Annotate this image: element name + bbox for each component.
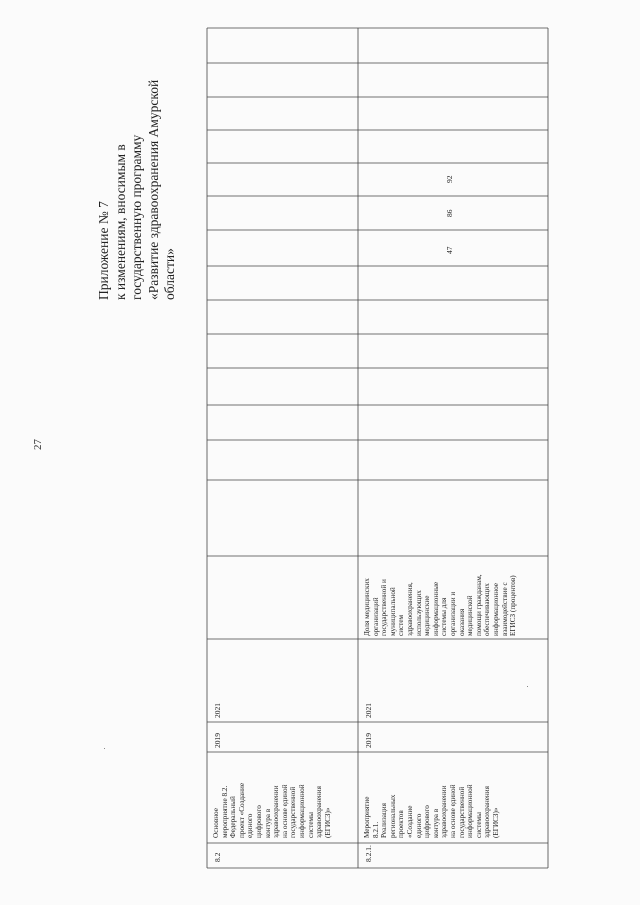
value-cell: 86 [445, 209, 454, 217]
cell-text-line: взаимодействие с [500, 582, 509, 636]
heading-line-5: области» [162, 248, 177, 300]
year-start-cell: 2019 [213, 733, 222, 748]
scan-speck [527, 686, 528, 687]
cell-text-line: обеспечивающих [483, 583, 492, 636]
cell-text-line: государственной [457, 786, 466, 838]
cell-text-line: информационной [466, 784, 475, 838]
year-end-cell: 2021 [213, 703, 222, 718]
cell-text-line: государственной и [380, 579, 389, 636]
cell-text-line: информационные [431, 581, 440, 636]
cell-text-line: мероприятие 8.2. [220, 785, 229, 838]
cell-text-line: проектов [397, 810, 406, 838]
cell-text-line: информационной [297, 784, 306, 838]
heading-line-3: государственную программу [129, 134, 144, 300]
cell-text-line: на основе единой [280, 784, 289, 838]
row-name-cell [363, 784, 501, 838]
year-end-cell: 2021 [364, 703, 373, 718]
cell-text-line: Федеральный [229, 796, 238, 838]
cell-text-line: муниципальной [388, 587, 397, 636]
cell-text-line: организаций [371, 597, 380, 636]
cell-text-line: цифрового [423, 805, 432, 838]
cell-text-line: Реализация [380, 803, 389, 838]
cell-text-line: помощи гражданам, [474, 574, 483, 636]
cell-text-line: здравоохранения [483, 786, 492, 838]
row-name-cell [212, 783, 332, 838]
cell-text-line: региональных [388, 794, 397, 838]
cell-text-line: Мероприятие [363, 796, 371, 838]
heading-line-2: к изменениям, вносимым в [112, 144, 128, 300]
cell-text-line: единого [414, 813, 423, 838]
cell-text-line: цифрового [254, 805, 263, 838]
cell-text-line: здравоохранения [315, 786, 324, 838]
heading-line-1: Приложение № 7 [96, 201, 111, 300]
cell-text-line: ЕГИСЗ (процентов) [509, 575, 518, 636]
value-cell: 92 [445, 175, 454, 183]
cell-text-line: (ЕГИСЗ)» [323, 807, 332, 838]
cell-text-line: системы [306, 812, 315, 838]
cell-text-line: здравоохранении [440, 785, 449, 838]
cell-text-line: Основное [212, 808, 220, 838]
cell-text-line: контура в [431, 808, 440, 838]
year-start-cell: 2019 [364, 733, 373, 748]
cell-text-line: систем [397, 614, 406, 636]
cell-text-line: здравоохранении [272, 785, 281, 838]
cell-text-line: системы [474, 812, 483, 838]
cell-text-line: оказания [457, 608, 466, 636]
page-number: 27 [32, 439, 44, 450]
cell-text-line: медицинские [423, 595, 432, 636]
cell-text-line: 8.2.1. [371, 821, 380, 838]
cell-text-line: контура в [263, 808, 272, 838]
cell-text-line: медицинской [466, 595, 475, 636]
cell-text-line: единого [246, 813, 255, 838]
cell-text-line: «Создание [405, 805, 414, 838]
indicator-cell [363, 574, 518, 636]
cell-text-line: системы для [440, 597, 449, 636]
row-number: 8.2.1. [364, 845, 373, 862]
cell-text-line: информационное [491, 583, 500, 636]
cell-text-line: проект «Создание [237, 782, 246, 838]
cell-text-line: (ЕГИСЗ)» [491, 807, 500, 838]
cell-text-line: организации и [448, 591, 457, 636]
heading-line-4: «Развитие здравоохранения Амурской [145, 79, 161, 300]
appendix-heading [96, 10, 179, 300]
cell-text-line: государственной [289, 786, 298, 838]
cell-text-line: здравоохранения, [405, 582, 414, 636]
value-cell: 47 [445, 246, 454, 254]
cell-text-line: использующих [414, 590, 423, 636]
scan-speck [104, 748, 105, 749]
row-number: 8.2 [213, 852, 222, 862]
cell-text-line: на основе единой [448, 784, 457, 838]
cell-text-line: Доля медицинских [363, 578, 371, 636]
